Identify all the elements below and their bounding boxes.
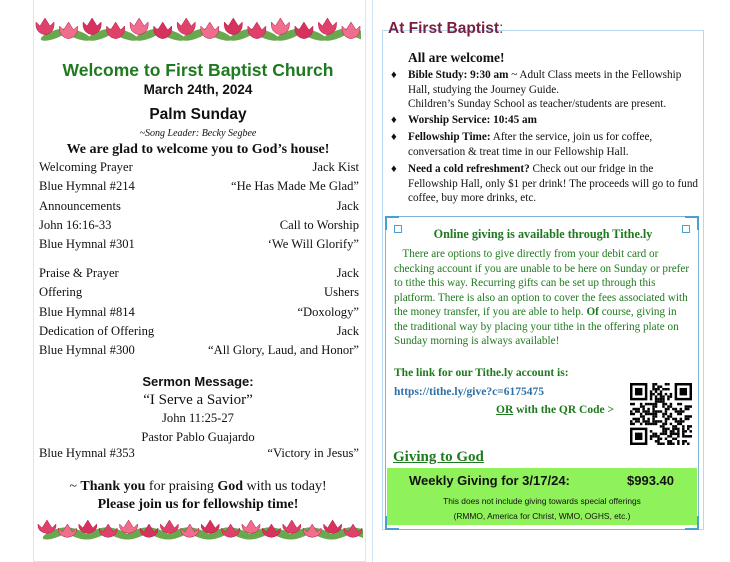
order-item: Blue Hymnal #353 bbox=[39, 446, 135, 460]
order-detail: “He Has Made Me Glad” bbox=[231, 179, 359, 194]
order-row bbox=[39, 177, 359, 196]
order-row bbox=[39, 158, 359, 177]
diamond-bullet-icon: ♦ bbox=[391, 69, 397, 81]
order-item: Welcoming Prayer bbox=[39, 160, 133, 174]
diamond-bullet-icon: ♦ bbox=[391, 163, 397, 175]
weekly-giving-note: (RMMO, America for Christ, WMO, OGHS, etc.) bbox=[453, 511, 631, 521]
order-of-service-part1 bbox=[39, 158, 359, 254]
giving-body: There are options to give directly from your debit card or checking account if you are unable to be here on Sunday or prefer to tithe this way. Recurring gifts can be set up through this platform. There is also an option to cover the fees associated with the money transfer, if you are able to help. Of course, giving in the traditional way by placing your tithe in the offering plate on Sunday morning is always available! bbox=[394, 248, 690, 347]
tulip-icon bbox=[283, 520, 301, 533]
right-heading: At First Baptist: bbox=[388, 20, 504, 37]
tulip-icon bbox=[222, 524, 240, 537]
order-detail: Ushers bbox=[324, 285, 359, 300]
diamond-bullet-icon: ♦ bbox=[391, 131, 397, 143]
list-item: ♦ Bible Study: 9:30 am ~ Adult Class meets in the Fellowship Hall, studying the Journey Guide. bbox=[391, 69, 682, 96]
order-detail: ‘We Will Glorify” bbox=[267, 237, 359, 252]
weekly-giving-panel bbox=[387, 468, 697, 525]
tulip-icon bbox=[58, 524, 76, 537]
order-item: Blue Hymnal #301 bbox=[39, 237, 135, 252]
announcement-list bbox=[391, 68, 701, 206]
order-row bbox=[39, 216, 359, 235]
order-item: Announcements bbox=[39, 198, 121, 213]
list-item-extra: Children’s Sunday School as teacher/students are present. bbox=[408, 98, 667, 110]
song-leader: ~Song Leader: Becky Segbee bbox=[139, 128, 257, 139]
tulip-icon bbox=[262, 524, 280, 537]
tithely-link[interactable]: https://tithe.ly/give?c=6175475 bbox=[394, 386, 544, 398]
welcome-line: We are glad to welcome you to God’s house! bbox=[66, 142, 330, 157]
order-detail: “All Glory, Laud, and Honor” bbox=[208, 343, 359, 358]
tulip-icon bbox=[38, 520, 56, 533]
sermon-pastor: Pastor Pablo Guajardo bbox=[141, 430, 255, 444]
diamond-bullet-icon: ♦ bbox=[391, 113, 397, 126]
order-item: Dedication of Offering bbox=[39, 323, 155, 338]
order-row bbox=[39, 197, 359, 216]
order-detail: “Victory in Jesus” bbox=[267, 446, 359, 460]
service-date: March 24th, 2024 bbox=[143, 82, 253, 97]
weekly-giving-note: This does not include giving towards special offerings bbox=[443, 496, 641, 506]
giving-title: Online giving is available through Tithe.ly bbox=[433, 227, 653, 241]
order-item: Blue Hymnal #814 bbox=[39, 304, 135, 319]
weekly-giving-label: Weekly Giving for 3/17/24: bbox=[409, 473, 570, 488]
order-detail: Jack bbox=[336, 266, 359, 280]
order-row bbox=[39, 341, 359, 360]
tulip-icon bbox=[99, 524, 117, 537]
service-name: Palm Sunday bbox=[149, 106, 247, 123]
giving-box bbox=[385, 216, 699, 530]
order-of-service-part2 bbox=[39, 264, 359, 360]
order-item: Praise & Prayer bbox=[39, 266, 119, 280]
order-detail: Jack bbox=[336, 323, 359, 338]
tulip-icon bbox=[160, 520, 178, 533]
tulip-icon bbox=[181, 524, 199, 537]
tulip-icon bbox=[120, 520, 138, 533]
list-item: ♦ Need a cold refreshment? Check out our fridge in the Fellowship Hall, only $1 per drink! The proceeds will go to fund coffee, buy more drinks, etc. bbox=[391, 163, 699, 204]
order-detail: Call to Worship bbox=[279, 217, 359, 232]
order-item: Blue Hymnal #300 bbox=[39, 343, 135, 358]
page-divider-guide bbox=[372, 0, 373, 562]
closing-hymn bbox=[39, 444, 359, 463]
weekly-giving-amount: $993.40 bbox=[627, 473, 674, 488]
sermon-block bbox=[33, 373, 363, 447]
closing-message bbox=[33, 478, 363, 514]
all-welcome: All are welcome! bbox=[408, 50, 505, 65]
tulip-icon bbox=[303, 524, 321, 537]
page-title: Welcome to First Baptist Church bbox=[62, 60, 334, 80]
qr-code-icon[interactable] bbox=[630, 383, 692, 445]
order-detail: Jack Kist bbox=[312, 160, 359, 174]
tulip-border-bottom bbox=[37, 512, 363, 552]
order-row bbox=[39, 264, 359, 283]
closing-line-1: ~ Thank you for praising God with us today! bbox=[69, 479, 327, 494]
tulip-border-top bbox=[35, 10, 361, 60]
tulip-icon bbox=[344, 524, 362, 537]
link-label: The link for our Tithe.ly account is: bbox=[394, 367, 569, 379]
order-row bbox=[39, 235, 359, 254]
sermon-heading: Sermon Message: bbox=[142, 374, 254, 389]
order-detail: “Doxology” bbox=[297, 304, 359, 319]
sermon-title: “I Serve a Savior” bbox=[143, 392, 253, 408]
order-row bbox=[39, 444, 359, 463]
sermon-verse: John 11:25-27 bbox=[162, 411, 234, 425]
tulip-icon bbox=[324, 520, 342, 533]
tulip-icon bbox=[140, 524, 158, 537]
order-item: Blue Hymnal #214 bbox=[39, 179, 135, 194]
list-item: ♦ Worship Service: 10:45 am bbox=[391, 113, 537, 126]
tulip-icon bbox=[79, 520, 97, 533]
order-row bbox=[39, 322, 359, 341]
giving-to-god-heading: Giving to God bbox=[393, 449, 484, 465]
order-row bbox=[39, 303, 359, 322]
qr-caption: OR with the QR Code > bbox=[496, 404, 615, 416]
weekly-giving-line bbox=[409, 473, 679, 488]
tulip-icon bbox=[242, 520, 260, 533]
order-detail: Jack bbox=[336, 198, 359, 213]
tulip-icon bbox=[201, 520, 219, 533]
order-row bbox=[39, 283, 359, 302]
list-item: ♦ Fellowship Time: After the service, join us for coffee, conversation & treat time in our Fellowship Hall. bbox=[391, 131, 653, 158]
closing-line-2: Please join us for fellowship time! bbox=[97, 497, 299, 512]
order-item: Offering bbox=[39, 285, 83, 300]
order-item: John 16:16-33 bbox=[39, 217, 112, 232]
